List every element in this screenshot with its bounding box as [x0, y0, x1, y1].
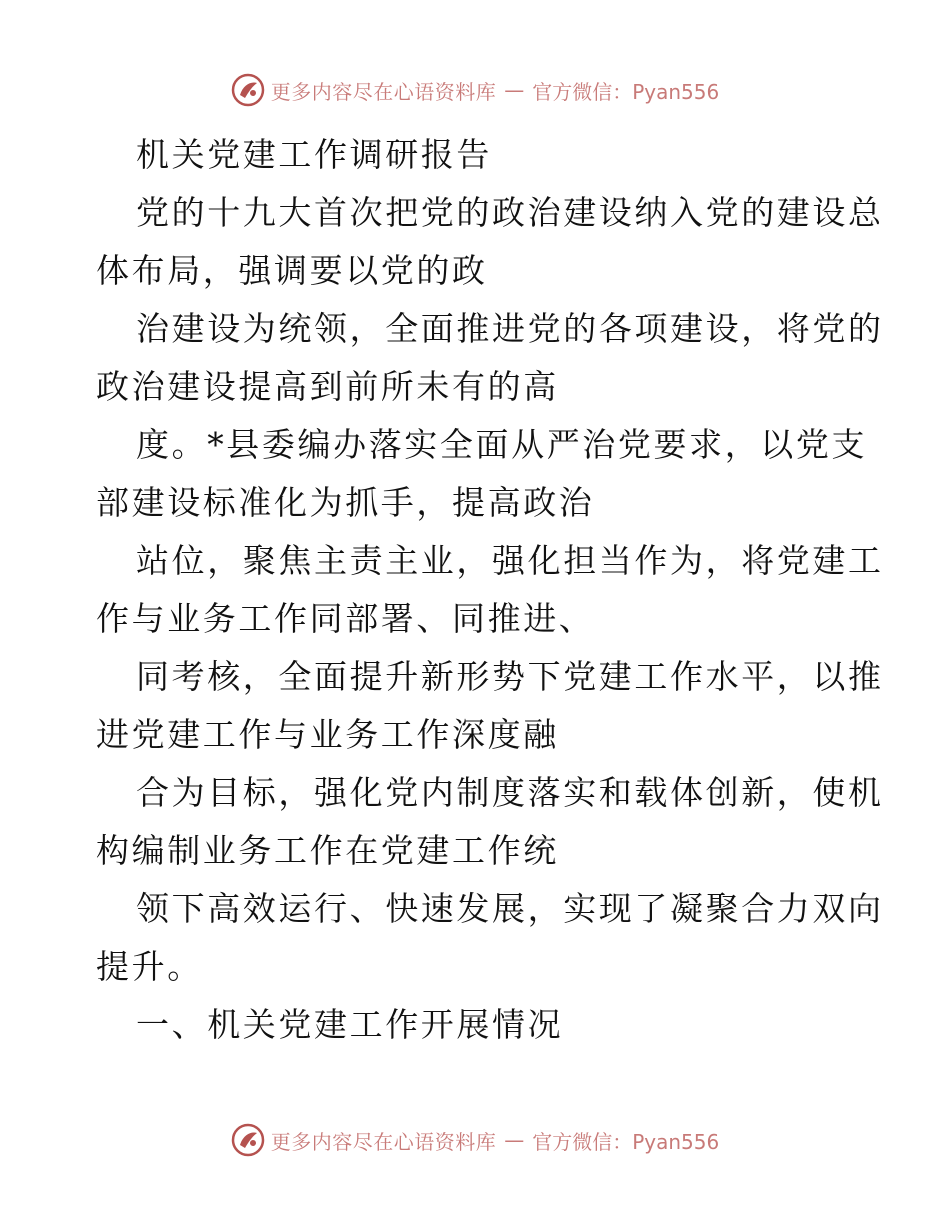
paragraph [96, 648, 884, 764]
header-watermark-banner [0, 72, 950, 108]
brand-logo-icon [231, 1123, 265, 1157]
paragraph-line: 领下高效运行、快速发展，实现了凝聚合力双向 [136, 889, 884, 928]
paragraph-line: 提升。 [96, 947, 203, 986]
document-title: 机关党建工作调研报告 [136, 135, 492, 174]
document-title-line [96, 126, 856, 184]
paragraph [96, 184, 884, 300]
banner-contact: 官方微信：Pyan556 [532, 1129, 720, 1154]
paragraph [96, 764, 884, 880]
banner-slogan: 更多内容尽在心语资料库 [270, 1129, 497, 1154]
paragraph-line: 体布局，强调要以党的政 [96, 251, 488, 290]
paragraph [96, 300, 884, 416]
brand-logo-icon [231, 73, 265, 107]
section-heading: 一、机关党建工作开展情况 [136, 1005, 564, 1044]
banner-contact: 官方微信：Pyan556 [532, 79, 720, 104]
section-heading-line [96, 996, 856, 1054]
footer-watermark-banner [0, 1122, 950, 1158]
paragraph-line: 党的十九大首次把党的政治建设纳入党的建设总 [136, 193, 884, 232]
document-body [96, 126, 884, 1054]
paragraph-line: 合为目标，强化党内制度落实和载体创新，使机 [136, 773, 884, 812]
paragraph [96, 416, 868, 532]
paragraph-line: 进党建工作与业务工作深度融 [96, 715, 559, 754]
banner-separator: — [504, 78, 525, 102]
paragraph-line: 构编制业务工作在党建工作统 [96, 831, 559, 870]
paragraph-line: 同考核，全面提升新形势下党建工作水平，以推 [136, 657, 884, 696]
banner-separator: — [504, 1128, 525, 1152]
paragraph [96, 532, 884, 648]
paragraph [96, 880, 884, 996]
paragraph-line: 站位，聚焦主责主业，强化担当作为，将党建工 [136, 541, 884, 580]
paragraph-line: 治建设为统领，全面推进党的各项建设，将党的 [136, 309, 884, 348]
banner-slogan: 更多内容尽在心语资料库 [270, 79, 497, 104]
paragraph-line: 部建设标准化为抓手，提高政治 [96, 483, 595, 522]
paragraph-line: 度。*县委编办落实全面从严治党要求，以党支 [136, 425, 868, 464]
paragraph-line: 政治建设提高到前所未有的高 [96, 367, 559, 406]
paragraph-line: 作与业务工作同部署、同推进、 [96, 599, 595, 638]
